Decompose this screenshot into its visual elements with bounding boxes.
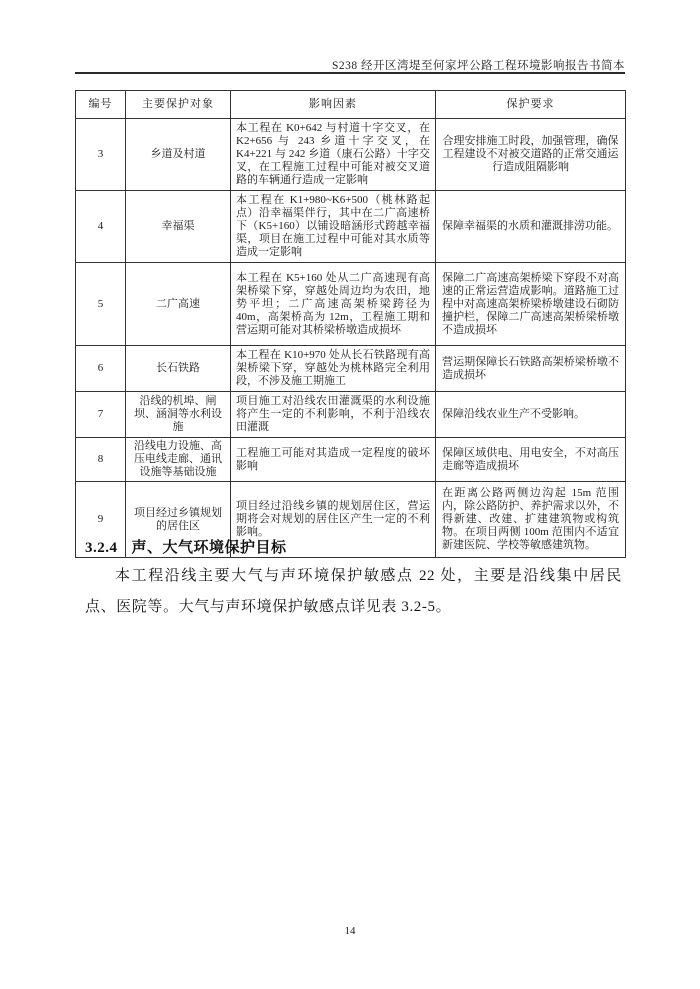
table-row [76,346,626,392]
row-target: 沿线电力设施、高压电线走廊、通讯设施等基础设施 [126,438,231,482]
row-impact: 本工程在 K5+160 处从二广高速现有高架桥梁下穿，穿越处周边均为农田，地势平坦；二广高速高架桥梁跨径为 40m，高架桥高为 12m，工程施工期和营运期可能对其桥梁桥墩造成损坏 [231,263,436,346]
row-requirement: 合理安排施工时段，加强管理，确保工程建设不对被交道路的正常交通运行造成阻隔影响 [436,119,626,191]
section-heading [85,536,625,557]
row-requirement: 保障沿线农业生产不受影响。 [436,392,626,438]
row-target: 二广高速 [126,263,231,346]
table-row [76,263,626,346]
header-rule [75,72,625,74]
row-target: 幸福渠 [126,191,231,263]
row-number: 8 [76,438,126,482]
row-requirement: 在距离公路两侧边沟起 15m 范围内，除公路防护、养护需求以外，不得新建、改建、扩建建筑物或构筑物。在项目两侧 100m 范围内不适宜新建医院、学校等敏感建筑物。 [436,482,626,558]
row-target: 沿线的机埠、闸坝、涵洞等水利设施 [126,392,231,438]
protection-targets-table [75,90,626,558]
col-header-impact: 影响因素 [231,91,436,119]
row-impact: 本工程在 K0+642 与村道十字交叉，在 K2+656 与 243 乡道十字交叉，在 K4+221 与 242 乡道（康石公路）十字交叉，在工程施工过程中可能对被交叉道路的车辆通行造成一定影响 [231,119,436,191]
row-target: 长石铁路 [126,346,231,392]
row-number: 5 [76,263,126,346]
section-title: 声、大气环境保护目标 [131,540,287,556]
section-paragraph: 本工程沿线主要大气与声环境保护敏感点 22 处，主要是沿线集中居民点、医院等。大气与声环境保护敏感点详见表 3.2-5。 [85,568,622,615]
row-number: 4 [76,191,126,263]
row-impact: 项目施工对沿线农田灌溉渠的水利设施将产生一定的不利影响，不利于沿线农田灌溉 [231,392,436,438]
col-header-target: 主要保护对象 [126,91,231,119]
row-requirement: 保障区域供电、用电安全，不对高压走廊等造成损坏 [436,438,626,482]
page-number: 14 [344,925,356,937]
row-number: 3 [76,119,126,191]
row-impact: 本工程在 K10+970 处从长石铁路现有高架桥梁下穿，穿越处为桃林路完全利用段，不涉及施工期施工 [231,346,436,392]
row-number: 6 [76,346,126,392]
row-number: 7 [76,392,126,438]
row-impact: 本工程在 K1+980~K6+500（桃林路起点）沿幸福渠伴行，其中在二广高速桥下（K5+160）以铺设暗涵形式跨越幸福渠，项目在施工过程中可能对其水质等造成一定影响 [231,191,436,263]
table-row [76,119,626,191]
table-row [76,438,626,482]
row-impact: 工程施工可能对其造成一定程度的破坏影响 [231,438,436,482]
row-requirement: 保障二广高速高架桥梁下穿段不对高速的正常运营造成影响。道路施工过程中对高速高架桥梁桥墩建设石砌防撞护栏，保障二广高速高架桥梁桥墩不造成损坏 [436,263,626,346]
row-number: 9 [76,482,126,558]
running-header-title: S238 经开区湾堤至何家坪公路工程环境影响报告书简本 [331,60,625,72]
section-number: 3.2.4 [85,540,118,556]
row-target: 乡道及村道 [126,119,231,191]
row-requirement: 保障幸福渠的水质和灌溉排涝功能。 [436,191,626,263]
table-header-row [76,91,626,119]
table-row [76,191,626,263]
row-target: 项目经过乡镇规划的居住区 [126,482,231,558]
table-row [76,392,626,438]
row-requirement: 营运期保障长石铁路高架桥梁桥墩不造成损坏 [436,346,626,392]
col-header-requirement: 保护要求 [436,91,626,119]
row-impact: 项目经过沿线乡镇的规划居住区，营运期将会对规划的居住区产生一定的不利影响。 [231,482,436,558]
col-header-number: 编号 [76,91,126,119]
